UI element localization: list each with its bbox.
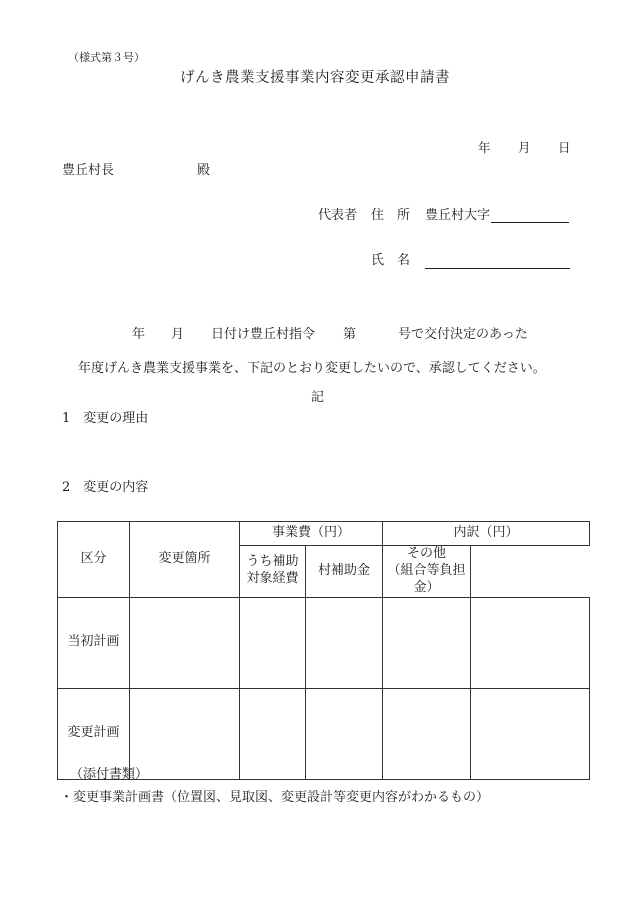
- header-breakdown: 内訳（円）: [383, 522, 590, 546]
- table-row-changed: [58, 688, 590, 779]
- date-year: 年: [478, 140, 491, 155]
- cell-input[interactable]: [130, 597, 240, 688]
- header-change-location: 変更箇所: [130, 522, 240, 598]
- header-other-line1: その他: [407, 546, 447, 561]
- cell-input[interactable]: [471, 597, 590, 688]
- header-category: 区分: [58, 522, 130, 598]
- body-tail: 号で交付決定のあった: [398, 327, 528, 342]
- header-other-line2: （組合等負担金）: [387, 562, 466, 595]
- addressee: 豊丘村長: [62, 163, 115, 178]
- header-other: [383, 546, 471, 598]
- row-label-changed-plan: 変更計画: [58, 688, 130, 779]
- cell-input[interactable]: [306, 597, 383, 688]
- change-table: [57, 521, 590, 780]
- body-date-reference: 日付け豊丘村指令: [211, 327, 316, 342]
- cell-input[interactable]: [306, 688, 383, 779]
- cell-input[interactable]: [383, 597, 471, 688]
- representative-label: 代表者: [318, 208, 358, 223]
- form-number: （様式第３号）: [68, 51, 145, 64]
- address-value: 豊丘村大字: [425, 208, 491, 223]
- date-day: 日: [558, 140, 571, 155]
- section-1-heading: 1 変更の理由: [62, 411, 149, 426]
- attachment-item: ・変更事業計画書（位置図、見取図、変更設計等変更内容がわかるもの）: [60, 790, 490, 805]
- ki-heading: 記: [311, 390, 325, 405]
- address-input-line[interactable]: [491, 222, 569, 223]
- header-subsidy-target: [240, 546, 306, 598]
- attachments-label: （添付書類）: [70, 767, 149, 782]
- name-input-line[interactable]: [425, 268, 570, 269]
- body-dai: 第: [343, 327, 357, 342]
- header-village-subsidy: 村補助金: [306, 546, 383, 598]
- row-label-initial-plan: 当初計画: [58, 597, 130, 688]
- header-project-cost: 事業費（円）: [240, 522, 383, 546]
- body-line-2: 年度げんき農業支援事業を、下記のとおり変更したいので、承認してください。: [78, 361, 546, 376]
- cell-input[interactable]: [471, 688, 590, 779]
- cell-input[interactable]: [240, 597, 306, 688]
- cell-input[interactable]: [383, 688, 471, 779]
- table-row-initial: [58, 597, 590, 688]
- header-subsidy-target-line1: うち補助: [246, 554, 299, 570]
- section-2-heading: 2 変更の内容: [62, 480, 149, 495]
- body-month: 月: [171, 327, 185, 342]
- cell-input[interactable]: [240, 688, 306, 779]
- cell-input[interactable]: [130, 688, 240, 779]
- header-subsidy-target-line2: 対象経費: [246, 571, 299, 587]
- honorific: 殿: [197, 163, 211, 178]
- address-label: 住 所: [371, 208, 411, 223]
- date-month: 月: [518, 140, 531, 155]
- document-title: げんき農業支援事業内容変更承認申請書: [180, 70, 450, 86]
- body-year: 年: [132, 327, 146, 342]
- name-label: 氏 名: [371, 253, 411, 268]
